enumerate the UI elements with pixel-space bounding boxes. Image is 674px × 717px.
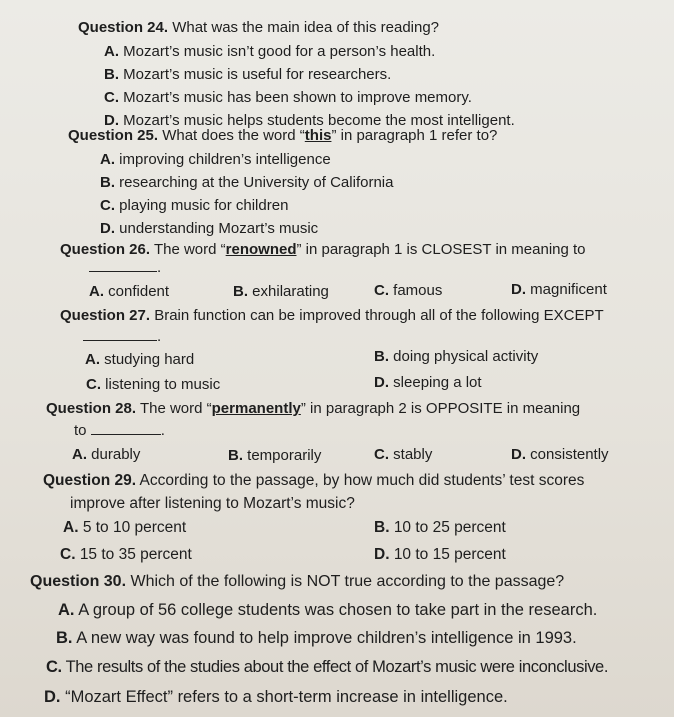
q27-option-b[interactable] [374,348,538,365]
option-letter: A. [58,601,75,619]
option-text: stably [393,446,433,463]
q30-option-d[interactable] [44,688,508,707]
question-27-blank-line [83,328,161,345]
answer-blank [83,328,157,341]
option-letter: D. [374,374,389,391]
question-29-line2 [70,495,355,513]
option-text: magnificent [530,281,607,298]
question-text: . [157,328,162,345]
q30-option-b[interactable] [56,629,577,648]
option-text: 15 to 35 percent [79,546,192,563]
option-text: Mozart’s music is useful for researchers. [123,66,392,83]
q26-option-c[interactable] [374,282,442,299]
question-number: Question 29. [43,472,137,489]
option-text: consistently [530,446,609,463]
option-text: sleeping a lot [393,374,482,391]
q26-option-b[interactable] [233,283,329,300]
question-text: to [74,422,87,439]
question-number: Question 27. [60,307,151,324]
option-letter: D. [44,688,61,706]
option-text: The results of the studies about the effect of Mozart’s music were inconclusive. [65,658,609,676]
question-27-stem [60,307,604,324]
q24-option-c[interactable] [104,89,472,106]
option-text: exhilarating [252,283,329,300]
q28-option-b[interactable] [228,447,321,464]
option-text: Mozart’s music helps students become the most intelligent. [123,112,515,129]
question-28-blank-line [74,422,165,439]
answer-blank [89,259,157,272]
keyword: renowned [225,241,297,258]
option-letter: B. [56,629,73,647]
q25-option-c[interactable] [100,197,288,214]
q27-option-d[interactable] [374,374,482,391]
option-letter: D. [511,446,526,463]
question-text: The word “ [139,400,212,417]
option-letter: D. [100,220,115,237]
question-25-stem [68,127,497,144]
option-text: durably [91,446,141,463]
q24-option-b[interactable] [104,66,391,83]
option-letter: A. [89,283,104,300]
option-text: A new way was found to help improve children’s intelligence in 1993. [76,629,577,647]
option-letter: A. [72,446,87,463]
question-text: The word “ [153,241,226,258]
question-26-stem [60,241,586,258]
question-text: What was the main idea of this reading? [172,19,440,36]
question-number: Question 24. [78,19,169,36]
option-text: understanding Mozart’s music [119,220,319,237]
question-text: ” in paragraph 1 refer to? [331,127,498,144]
option-text: improving children’s intelligence [119,151,331,168]
option-text: researching at the University of California [119,174,394,191]
option-letter: B. [233,283,248,300]
option-text: temporarily [247,447,322,464]
question-text: Brain function can be improved through all of the following EXCEPT [154,307,604,324]
option-text: Mozart’s music isn’t good for a person’s health. [123,43,436,60]
question-text: According to the passage, by how much did students’ test scores [139,472,585,489]
option-letter: D. [104,112,119,129]
option-letter: C. [374,446,389,463]
question-24-stem [78,19,439,36]
question-number: Question 25. [68,127,159,144]
q24-option-a[interactable] [104,43,435,60]
option-text: 5 to 10 percent [82,519,187,536]
option-letter: C. [104,89,119,106]
option-letter: A. [85,351,100,368]
option-letter: B. [374,348,389,365]
q29-option-a[interactable] [63,519,186,537]
q29-option-c[interactable] [60,546,192,564]
option-text: playing music for children [119,197,289,214]
q25-option-a[interactable] [100,151,331,168]
option-letter: B. [228,447,243,464]
option-text: A group of 56 college students was chosen to take part in the research. [78,601,598,619]
question-text: . [160,422,165,439]
option-text: 10 to 15 percent [393,546,506,563]
question-text: Which of the following is NOT true according to the passage? [130,573,565,590]
option-letter: C. [86,376,101,393]
q30-option-a[interactable] [58,601,597,620]
option-text: confident [108,283,170,300]
q28-option-c[interactable] [374,446,432,463]
q25-option-b[interactable] [100,174,393,191]
option-text: famous [393,282,443,299]
option-text: doing physical activity [393,348,539,365]
question-28-stem [46,400,580,417]
option-letter: B. [104,66,119,83]
option-letter: C. [60,546,76,563]
q27-option-a[interactable] [85,351,194,368]
q30-option-c[interactable] [46,658,608,677]
option-text: studying hard [104,351,195,368]
option-letter: A. [104,43,119,60]
option-letter: B. [374,519,390,536]
option-text: Mozart’s music has been shown to improve memory. [123,89,472,106]
q28-option-a[interactable] [72,446,140,463]
question-text: ” in paragraph 1 is CLOSEST in meaning to [296,241,586,258]
question-29-stem [43,472,584,490]
option-letter: D. [511,281,526,298]
keyword: this [304,127,332,144]
option-letter: C. [374,282,389,299]
option-letter: D. [374,546,390,563]
q28-option-d[interactable] [511,446,609,463]
option-text: listening to music [105,376,221,393]
question-text: improve after listening to Mozart’s music? [70,495,355,512]
option-text: “Mozart Effect” refers to a short-term increase in intelligence. [65,688,508,706]
question-number: Question 26. [60,241,151,258]
option-letter: B. [100,174,115,191]
q29-option-d[interactable] [374,546,506,564]
q25-option-d[interactable] [100,220,318,237]
question-26-blank-line [89,259,161,276]
q26-option-d[interactable] [511,281,607,298]
answer-blank [91,422,161,435]
question-text: ” in paragraph 2 is OPPOSITE in meaning [300,400,581,417]
q26-option-a[interactable] [89,283,169,300]
option-letter: C. [46,658,62,676]
question-text: . [157,259,162,276]
q27-option-c[interactable] [86,376,220,393]
question-number: Question 30. [30,573,127,590]
option-letter: A. [63,519,79,536]
q29-option-b[interactable] [374,519,506,537]
option-letter: C. [100,197,115,214]
question-number: Question 28. [46,400,137,417]
option-letter: A. [100,151,115,168]
question-30-stem [30,573,564,591]
option-text: 10 to 25 percent [393,519,506,536]
question-text: What does the word “ [162,127,305,144]
keyword: permanently [211,400,301,417]
